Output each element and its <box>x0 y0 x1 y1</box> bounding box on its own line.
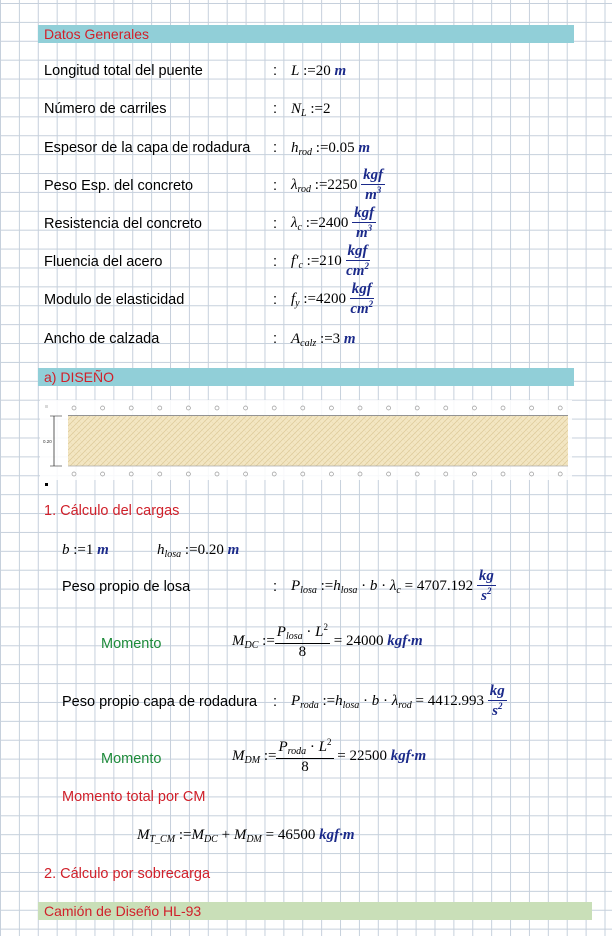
param-label-resistencia: Resistencia del concreto <box>44 216 202 232</box>
param-eq-peso-esp: $\lambda_{rod}$ :=2250 $\frac{\text{kgf}}{m^3}$ <box>291 167 384 203</box>
param-eq-fluencia: $f'_c$ :=210 $\frac{\text{kgf}}{cm^2}$ <box>291 243 369 279</box>
param-label-espesor: Espesor de la capa de rodadura <box>44 140 251 156</box>
momento-dm-label: Momento <box>101 751 162 767</box>
eq-mdc: $M_{DC}$ := $\frac{P_{losa} \cdot L^2}{8}$ = 24000 kgf·m <box>232 622 423 660</box>
colon: : <box>273 216 278 232</box>
peso-rodadura-label: Peso propio capa de rodadura <box>62 694 258 710</box>
eq-mtcm: $M_{T\_CM}$ $:=M_{DC} + M_{DM} = 46500$ kgf·m <box>137 827 355 845</box>
eq-hlosa: $h_{losa}$ :=0.20 m <box>157 542 240 560</box>
param-label-carriles: Número de carriles <box>44 101 167 117</box>
cargas-title: 1. Cálculo del cargas <box>44 503 180 519</box>
eq-plosa: $P_{losa}$ $:=h_{losa} \cdot b \cdot \lambda_c = 4707.192$ $\frac{kg}{s^2}$ <box>291 568 494 604</box>
colon: : <box>273 694 278 710</box>
peso-losa-label: Peso propio de losa <box>62 579 191 595</box>
slab-diagram <box>40 400 572 480</box>
param-label-fluencia: Fluencia del acero <box>44 254 163 270</box>
param-label-ancho: Ancho de calzada <box>44 331 160 347</box>
colon: : <box>273 579 278 595</box>
colon: : <box>273 254 278 270</box>
section-diseno: a) DISEÑO <box>38 368 574 386</box>
param-eq-longitud: L :=20 m <box>291 63 347 79</box>
param-label-peso-esp: Peso Esp. del concreto <box>44 178 194 194</box>
colon: : <box>273 178 278 194</box>
section-camion: Camión de Diseño HL-93 <box>38 902 592 920</box>
param-eq-resistencia: $\lambda_c$ :=2400 $\frac{\text{kgf}}{m^3}$ <box>291 205 375 241</box>
colon: : <box>273 292 278 308</box>
colon: : <box>273 63 278 79</box>
momento-total-label: Momento total por CM <box>62 789 206 805</box>
eq-proda: $P_{roda}$ $:=h_{losa} \cdot b \cdot \lambda_{rod} = 4412.993$ $\frac{kg}{s^2}$ <box>291 683 505 719</box>
eq-mdm: $M_{DM}$ := $\frac{P_{roda} \cdot L^2}{8}$ = 22500 kgf·m <box>232 737 427 775</box>
eq-b: b :=1 m <box>62 542 109 558</box>
param-label-modulo: Modulo de elasticidad <box>44 292 185 308</box>
param-label-longitud: Longitud total del puente <box>44 63 203 79</box>
colon: : <box>273 331 278 347</box>
param-eq-espesor: $h_{rod}$ :=0.05 m <box>291 140 371 158</box>
bullet-marker <box>45 483 48 486</box>
sobrecarga-title: 2. Cálculo por sobrecarga <box>44 866 211 882</box>
section-datos-generales: Datos Generales <box>38 25 574 43</box>
momento-dc-label: Momento <box>101 636 162 652</box>
colon: : <box>273 101 278 117</box>
param-eq-carriles: $N_L$ :=2 <box>291 101 331 119</box>
param-eq-modulo: $f_y$ :=4200 $\frac{\text{kgf}}{cm^2}$ <box>291 281 374 317</box>
param-eq-ancho: $A_{calz}$ :=3 m <box>291 331 356 349</box>
colon: : <box>273 140 278 156</box>
dimension-label: 0.20 <box>43 439 52 444</box>
